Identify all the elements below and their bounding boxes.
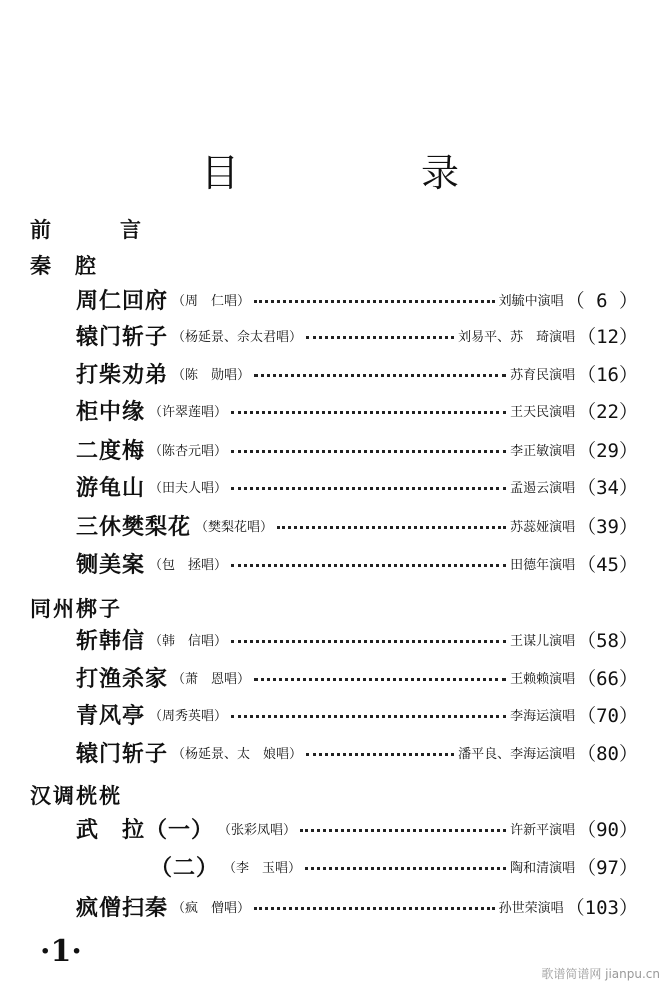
performer: 李海运演唱 xyxy=(510,708,576,724)
opera-title: 打柴劝弟 xyxy=(76,361,169,388)
toc-entry[interactable] xyxy=(76,697,638,731)
leader-dots xyxy=(300,829,506,832)
performer: 李正敏演唱 xyxy=(510,443,576,459)
page-number: （97） xyxy=(577,856,638,879)
toc-entry[interactable] xyxy=(76,508,638,542)
page-number: （12） xyxy=(577,325,638,348)
opera-title: 斩韩信 xyxy=(76,627,146,654)
opera-title: 武 拉（一） xyxy=(76,816,215,843)
page-number: （16） xyxy=(577,363,638,386)
section-qinqiang: 秦腔 xyxy=(30,254,120,278)
opera-title: 铡美案 xyxy=(76,551,146,578)
leader-dots xyxy=(306,753,454,756)
toc-entry[interactable] xyxy=(76,889,638,923)
role-singer: （田夫人唱） xyxy=(149,480,228,496)
role-singer: （疯 僧唱） xyxy=(172,900,251,916)
performer: 王天民演唱 xyxy=(510,404,576,420)
role-singer: （李 玉唱） xyxy=(223,860,302,876)
page-number: （103） xyxy=(565,896,638,919)
page-number: （29） xyxy=(577,439,638,462)
opera-title: 二度梅 xyxy=(76,437,146,464)
opera-title: 柜中缘 xyxy=(76,398,146,425)
leader-dots xyxy=(254,907,495,910)
role-singer: （陈 勋唱） xyxy=(172,367,251,383)
performer: 陶和清演唱 xyxy=(510,860,576,876)
leader-dots xyxy=(231,487,506,490)
page-footer-number: ·1· xyxy=(40,934,82,969)
page-number: （58） xyxy=(577,629,638,652)
opera-title: 辕门斩子 xyxy=(76,323,169,350)
opera-title: 辕门斩子 xyxy=(76,740,169,767)
page-number: （39） xyxy=(577,515,638,538)
leader-dots xyxy=(254,678,506,681)
toc-entry[interactable] xyxy=(76,432,638,466)
toc-entry[interactable] xyxy=(76,469,638,503)
performer: 王赖赖演唱 xyxy=(510,671,576,687)
role-singer: （杨延景、佘太君唱） xyxy=(172,329,303,345)
toc-entry[interactable] xyxy=(150,849,638,883)
toc-entry[interactable] xyxy=(76,546,638,580)
leader-dots xyxy=(231,450,506,453)
toc-entry[interactable] xyxy=(76,393,638,427)
toc-entry[interactable] xyxy=(76,318,638,352)
leader-dots xyxy=(231,564,506,567)
role-singer: （陈杏元唱） xyxy=(149,443,228,459)
leader-dots xyxy=(277,526,506,529)
page-number: （90） xyxy=(577,818,638,841)
page-number: （34） xyxy=(577,476,638,499)
role-singer: （杨延景、太 娘唱） xyxy=(172,746,303,762)
leader-dots xyxy=(231,715,506,718)
opera-title: 三休樊梨花 xyxy=(76,513,192,540)
role-singer: （萧 恩唱） xyxy=(172,671,251,687)
section-preface: 前 言 xyxy=(30,218,165,242)
leader-dots xyxy=(254,300,495,303)
page-number: （70） xyxy=(577,704,638,727)
leader-dots xyxy=(254,374,506,377)
role-singer: （包 拯唱） xyxy=(149,557,228,573)
site-watermark: 歌谱简谱网 jianpu.cn xyxy=(541,967,660,981)
toc-entry[interactable] xyxy=(76,735,638,769)
role-singer: （韩 信唱） xyxy=(149,633,228,649)
performer: 田德年演唱 xyxy=(510,557,576,573)
role-singer: （许翠莲唱） xyxy=(149,404,228,420)
performer: 许新平演唱 xyxy=(510,822,576,838)
page-title: 目 录 xyxy=(200,151,531,195)
role-singer: （周秀英唱） xyxy=(149,708,228,724)
page-number: （80） xyxy=(577,742,638,765)
role-singer: （周 仁唱） xyxy=(172,293,251,309)
section-handiao: 汉调桄桄 xyxy=(30,784,122,808)
toc-entry[interactable] xyxy=(76,282,638,316)
page-number: （45） xyxy=(577,553,638,576)
page-number: （22） xyxy=(577,400,638,423)
opera-title: 青风亭 xyxy=(76,702,146,729)
toc-entry[interactable] xyxy=(76,622,638,656)
page-number: （ 6 ） xyxy=(565,289,638,312)
leader-dots xyxy=(231,411,506,414)
toc-entry[interactable] xyxy=(76,811,638,845)
opera-title: 游龟山 xyxy=(76,474,146,501)
opera-title: （二） xyxy=(150,854,220,881)
role-singer: （张彩凤唱） xyxy=(218,822,297,838)
role-singer: （樊梨花唱） xyxy=(195,519,274,535)
page-number: （66） xyxy=(577,667,638,690)
leader-dots xyxy=(231,640,506,643)
performer: 刘易平、苏 琦演唱 xyxy=(458,329,576,345)
performer: 苏蕊娅演唱 xyxy=(510,519,576,535)
performer: 苏育民演唱 xyxy=(510,367,576,383)
performer: 潘平良、李海运演唱 xyxy=(458,746,576,762)
performer: 刘毓中演唱 xyxy=(498,293,564,309)
toc-entry[interactable] xyxy=(76,356,638,390)
performer: 孙世荣演唱 xyxy=(498,900,564,916)
performer: 孟遏云演唱 xyxy=(510,480,576,496)
leader-dots xyxy=(306,336,454,339)
section-tongzhou: 同州梆子 xyxy=(30,597,122,621)
performer: 王谋儿演唱 xyxy=(510,633,576,649)
opera-title: 疯僧扫秦 xyxy=(76,894,169,921)
opera-title: 打渔杀家 xyxy=(76,665,169,692)
leader-dots xyxy=(305,867,506,870)
opera-title: 周仁回府 xyxy=(76,287,169,314)
toc-entry[interactable] xyxy=(76,660,638,694)
